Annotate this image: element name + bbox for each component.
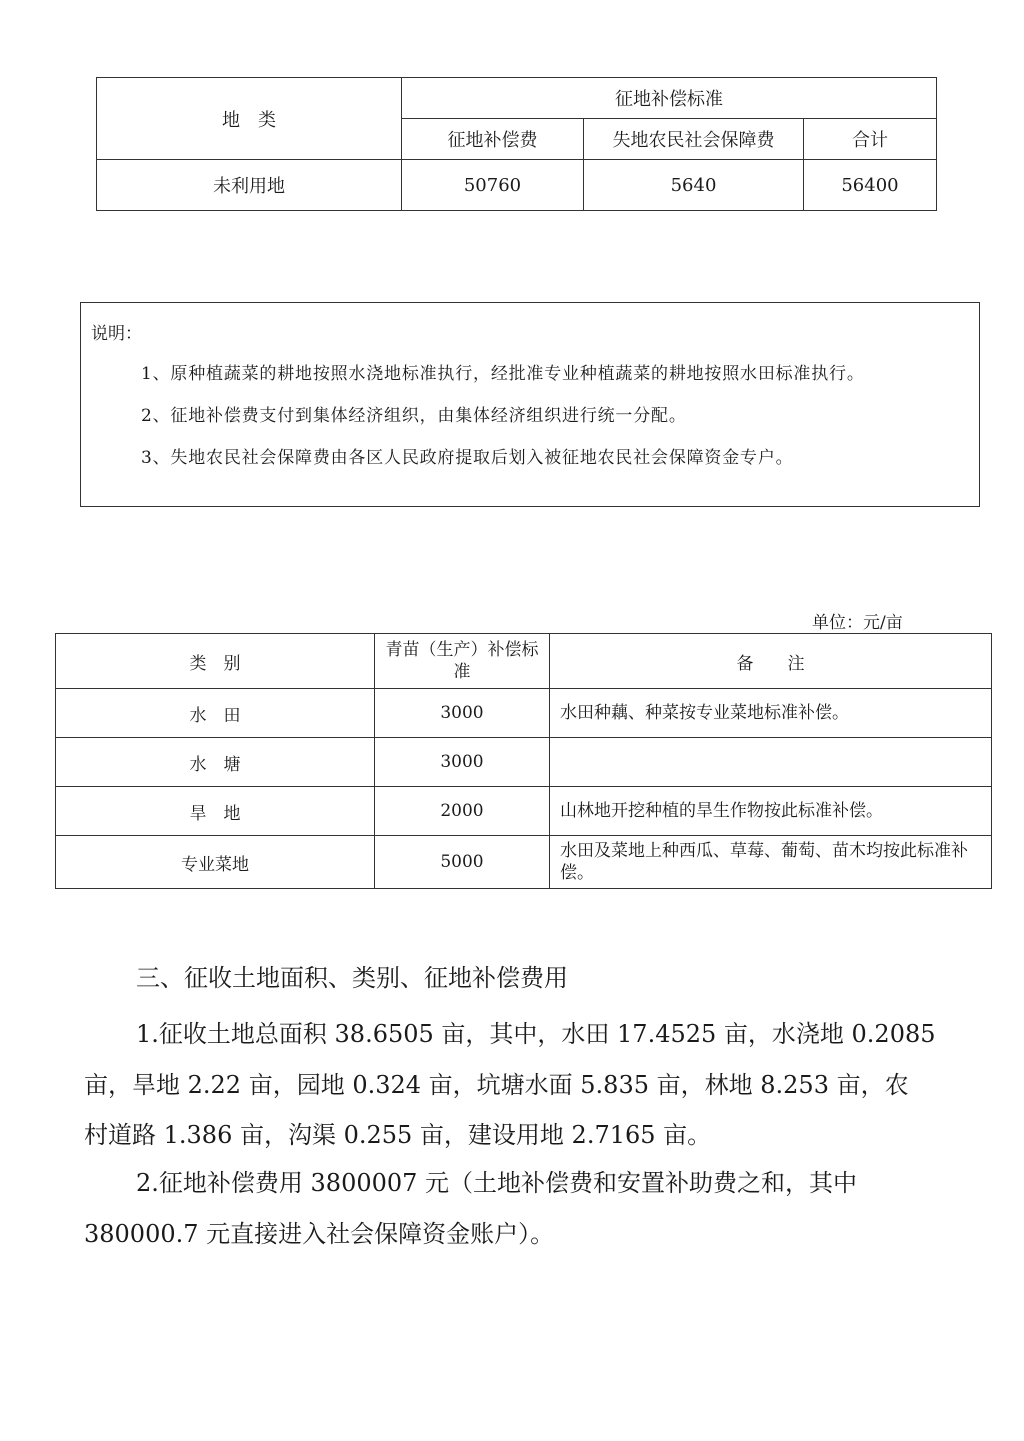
paragraph-line: 村道路 1.386 亩，沟渠 0.255 亩，建设用地 2.7165 亩。: [84, 1121, 712, 1149]
cell-total: 56400: [804, 160, 937, 211]
table-row: [56, 738, 992, 787]
cell-category: 水 塘: [56, 738, 375, 787]
paragraph-line: 2.征地补偿费用 3800007 元（土地补偿费和安置补助费之和，其中: [136, 1169, 858, 1197]
cell-standard: 3000: [375, 738, 550, 787]
col-compensation: 征地补偿费: [402, 119, 584, 160]
paragraph-line: 亩，旱地 2.22 亩，园地 0.324 亩，坑塘水面 5.835 亩，林地 8.253 亩，农: [84, 1071, 909, 1099]
crop-compensation-table: [55, 633, 992, 889]
paragraph-line: 380000.7 元直接进入社会保障资金账户）。: [84, 1220, 555, 1248]
header-land-type: 地 类: [97, 78, 402, 160]
note-item: 3、失地农民社会保障费由各区人民政府提取后划入被征地农民社会保障资金专户。: [141, 448, 794, 468]
cell-remark: [550, 738, 992, 787]
cell-category: 专业菜地: [56, 836, 375, 889]
notes-title: 说明：: [91, 324, 142, 344]
note-item: 1、原种植蔬菜的耕地按照水浇地标准执行，经批准专业种植蔬菜的耕地按照水田标准执行。: [141, 364, 865, 384]
cell-category: 旱 地: [56, 787, 375, 836]
table-row: [97, 160, 937, 211]
col-category: 类 别: [56, 634, 375, 689]
cell-category: 水 田: [56, 689, 375, 738]
col-standard: 青苗（生产）补偿标准: [375, 634, 550, 689]
cell-standard: 5000: [375, 836, 550, 889]
table-row: [56, 787, 992, 836]
note-item: 2、征地补偿费支付到集体经济组织，由集体经济组织进行统一分配。: [141, 406, 687, 426]
cell-standard: 3000: [375, 689, 550, 738]
cell-remark: 水田及菜地上种西瓜、草莓、葡萄、苗木均按此标准补偿。: [550, 836, 992, 889]
cell-remark: 山林地开挖种植的旱生作物按此标准补偿。: [550, 787, 992, 836]
paragraph-line: 1.征收土地总面积 38.6505 亩，其中，水田 17.4525 亩，水浇地 0.2085: [136, 1020, 936, 1048]
col-remark: 备 注: [550, 634, 992, 689]
notes-box: [80, 302, 980, 507]
table-row: [56, 689, 992, 738]
unit-label: 单位：元/亩: [812, 613, 903, 633]
land-compensation-table: [96, 77, 937, 211]
col-total: 合计: [804, 119, 937, 160]
cell-land-type: 未利用地: [97, 160, 402, 211]
table-row: [56, 836, 992, 889]
col-social-security: 失地农民社会保障费: [584, 119, 804, 160]
cell-remark: 水田种藕、种菜按专业菜地标准补偿。: [550, 689, 992, 738]
header-compensation-standard: 征地补偿标准: [402, 78, 937, 119]
cell-compensation: 50760: [402, 160, 584, 211]
section-heading: 三、征收土地面积、类别、征地补偿费用: [136, 964, 568, 992]
cell-standard: 2000: [375, 787, 550, 836]
cell-social-security: 5640: [584, 160, 804, 211]
